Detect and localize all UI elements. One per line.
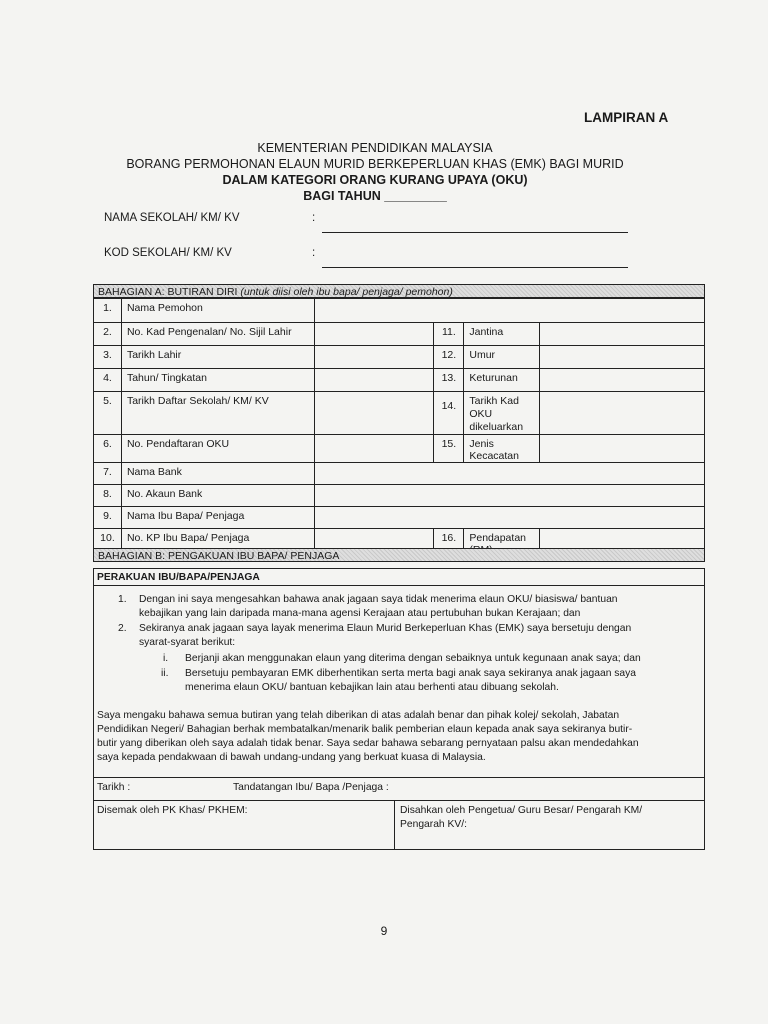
row-num: 6. <box>94 435 122 463</box>
row-label: Keturunan <box>464 369 540 392</box>
row-label: No. Pendaftaran OKU <box>121 435 314 463</box>
row-num: 7. <box>94 463 122 485</box>
row-label: Jantina <box>464 323 540 346</box>
row-num: 9. <box>94 507 122 529</box>
school-name-field[interactable] <box>322 232 628 233</box>
row-label: Nama Ibu Bapa/ Penjaga <box>121 507 314 529</box>
checked-by-label[interactable]: Disemak oleh PK Khas/ PKHEM: <box>97 805 248 816</box>
appendix-label: LAMPIRAN A <box>584 110 669 125</box>
school-code-label: KOD SEKOLAH/ KM/ KV <box>104 247 232 259</box>
declaration-para-line2: Pendidikan Negeri/ Bahagian berhak membatalkan/menarik balik pemberian elaun kepada anak saya sekiranya butir- <box>97 724 633 735</box>
item-1-line1: Dengan ini saya mengesahkan bahawa anak jagaan saya tidak menerima elaun OKU/ biasiswa/ bantuan <box>139 594 618 605</box>
ethnicity-field[interactable] <box>540 369 705 392</box>
row-num: 5. <box>94 392 122 435</box>
ministry-title: KEMENTERIAN PENDIDIKAN MALAYSIA <box>257 141 493 155</box>
date-label: Tarikh : <box>97 782 131 793</box>
gender-field[interactable] <box>540 323 705 346</box>
bank-account-field[interactable] <box>314 485 704 507</box>
page-number: 9 <box>380 924 388 938</box>
disability-type-field[interactable] <box>540 435 705 463</box>
signature-row-divider <box>93 777 705 778</box>
section-a-title: BAHAGIAN A: BUTIRAN DIRI <box>98 286 238 298</box>
row-num: 1. <box>94 299 122 323</box>
declaration-para-line4: saya kepada pendakwaan di bawah undang-undang yang berkuat kuasa di Malaysia. <box>97 752 486 763</box>
row-num: 11. <box>434 323 464 346</box>
row-num: 16. <box>434 529 464 557</box>
row-label: Tarikh Kad OKU dikeluarkan <box>464 392 540 435</box>
item-2-line1: Sekiranya anak jagaan saya layak menerima Elaun Murid Berkeperluan Khas (EMK) saya bersetuju dengan <box>139 623 632 634</box>
section-b-title: BAHAGIAN B: PENGAKUAN IBU BAPA/ PENJAGA <box>98 550 340 562</box>
approved-by-line2: Pengarah KV/: <box>400 819 467 830</box>
row-num: 8. <box>94 485 122 507</box>
row-label: Nama Bank <box>121 463 314 485</box>
sub-item-i-number: i. <box>163 653 169 664</box>
sub-item-ii-line2: menerima elaun OKU/ bantuan kebajikan lain atau berhenti atau dibuang sekolah. <box>185 682 559 693</box>
subtitle-divider <box>93 585 705 586</box>
school-code-colon: : <box>312 247 316 259</box>
row-num: 13. <box>434 369 464 392</box>
guardian-signature-label[interactable]: Tandatangan Ibu/ Bapa /Penjaga : <box>233 782 389 793</box>
sub-item-i-text: Berjanji akan menggunakan elaun yang diterima dengan sebaiknya untuk kegunaan anak saya; dan <box>185 653 641 664</box>
row-label: No. Kad Pengenalan/ No. Sijil Lahir <box>121 323 314 346</box>
row-label: No. Akaun Bank <box>121 485 314 507</box>
item-2-line2: syarat-syarat berikut: <box>139 637 236 648</box>
form-title-line2: DALAM KATEGORI ORANG KURANG UPAYA (OKU) <box>222 173 528 187</box>
row-num: 2. <box>94 323 122 346</box>
row-num: 3. <box>94 346 122 369</box>
approved-by-line1[interactable]: Disahkan oleh Pengetua/ Guru Besar/ Pengarah KM/ <box>400 805 643 816</box>
sub-item-ii-line1: Bersetuju pembayaran EMK diberhentikan serta merta bagi anak saya sekiranya anak jagaan saya <box>185 668 637 679</box>
declaration-para-line3: butir yang diberikan oleh saya adalah tidak benar. Saya sedar bahawa sebarang pernyataan palsu akan mendedahkan <box>97 738 639 749</box>
declaration-subtitle: PERAKUAN IBU/BAPA/PENJAGA <box>97 572 260 583</box>
row-label: Tarikh Lahir <box>121 346 314 369</box>
school-code-field[interactable] <box>322 267 628 268</box>
personal-details-table <box>93 298 705 557</box>
age-field[interactable] <box>540 346 705 369</box>
school-name-colon: : <box>312 212 316 224</box>
school-name-label: NAMA SEKOLAH/ KM/ KV <box>104 212 240 224</box>
row-label: No. KP Ibu Bapa/ Penjaga <box>121 529 314 557</box>
item-2-number: 2. <box>118 623 127 634</box>
row-num: 12. <box>434 346 464 369</box>
row-label: Tahun/ Tingkatan <box>121 369 314 392</box>
bank-name-field[interactable] <box>314 463 704 485</box>
school-registration-date-field[interactable] <box>314 392 434 435</box>
year-form-field[interactable] <box>314 369 434 392</box>
row-label: Umur <box>464 346 540 369</box>
row-label: Pendapatan <box>464 529 540 557</box>
form-title-line1: BORANG PERMOHONAN ELAUN MURID BERKEPERLUAN KHAS (EMK) BAGI MURID <box>126 157 624 171</box>
oku-registration-field[interactable] <box>314 435 434 463</box>
verification-row-divider <box>93 800 705 801</box>
verification-column-divider <box>394 800 395 850</box>
guardian-name-field[interactable] <box>314 507 704 529</box>
ic-number-field[interactable] <box>314 323 434 346</box>
birth-date-field[interactable] <box>314 346 434 369</box>
section-a-header <box>93 284 705 298</box>
sub-item-ii-number: ii. <box>161 668 169 679</box>
row-num: 14. <box>434 392 464 435</box>
row-label: Nama Pemohon <box>121 299 314 323</box>
row-num: 15. <box>434 435 464 463</box>
section-a-note: (untuk diisi oleh ibu bapa/ penjaga/ pemohon) <box>237 286 453 298</box>
row-label: Jenis Kecacatan <box>464 435 540 463</box>
declaration-para-line1: Saya mengaku bahawa semua butiran yang telah diberikan di atas adalah benar dan pihak kolej/ sekolah, Jabatan <box>97 710 620 721</box>
item-1-line2: kebajikan yang lain daripada mana-mana agensi Kerajaan atau pertubuhan bukan Kerajaan; dan <box>139 608 581 619</box>
row-num: 4. <box>94 369 122 392</box>
section-b-header <box>93 548 705 562</box>
row-label: Tarikh Daftar Sekolah/ KM/ KV <box>121 392 314 435</box>
form-year-line: BAGI TAHUN _________ <box>303 189 447 203</box>
item-1-number: 1. <box>118 594 127 605</box>
row-num: 10. <box>94 529 122 557</box>
oku-card-date-field[interactable] <box>540 392 705 435</box>
applicant-name-field[interactable] <box>314 299 704 323</box>
